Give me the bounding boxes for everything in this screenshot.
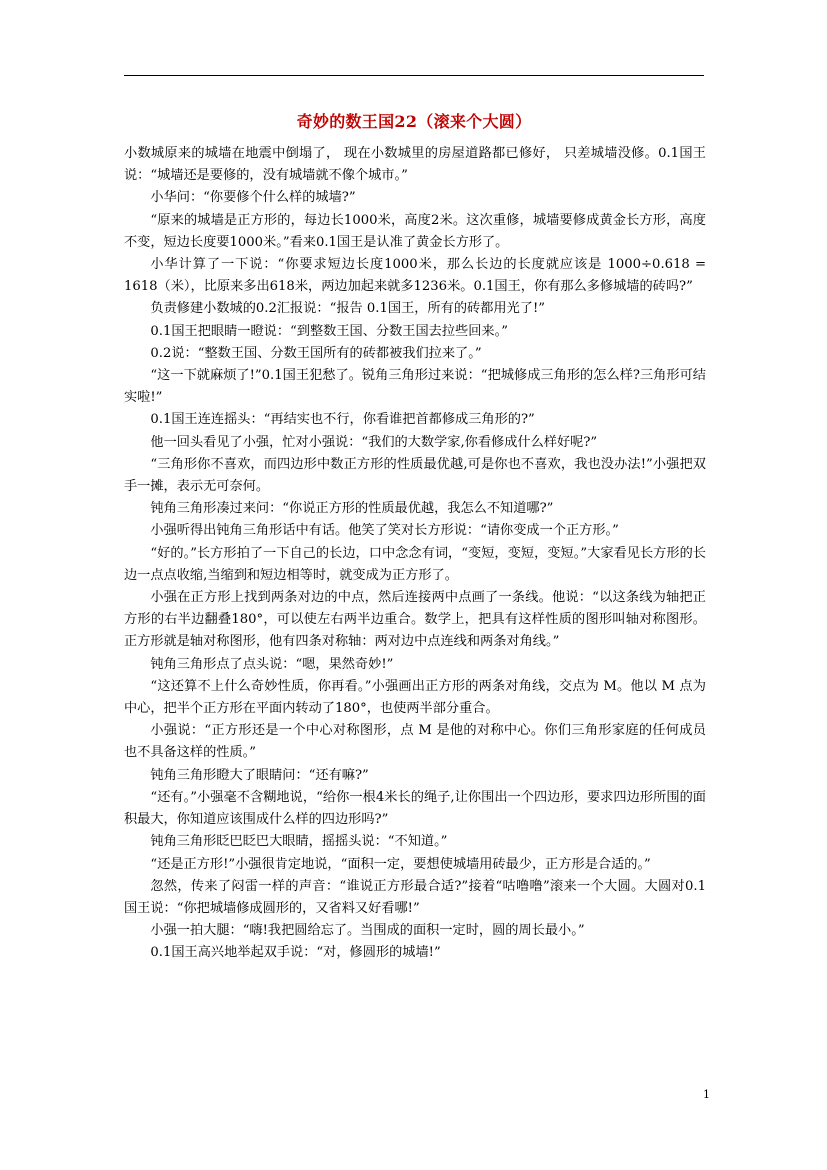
page-number: 1 [703, 1088, 710, 1101]
paragraph: 他一回头看见了小强，忙对小强说：“我们的大数学家,你看修成什么样好呢?” [150, 434, 598, 450]
paragraph: 0.2说：“整数王国、分数王国所有的砖都被我们拉来了。” [150, 345, 482, 361]
document-title: 奇妙的数王国22（滚来个大圆） [296, 112, 532, 131]
paragraph: 忽然，传来了闷雷一样的声音：“谁说正方形最合适?”接着“咕噜噜”滚来一个大圆。大圆对0.1国王说：“你把城墙修成圆形的，又省料又好看哪!” [124, 878, 706, 916]
paragraph: 0.1国王连连摇头：“再结实也不行，你看谁把首都修成三角形的?” [150, 412, 535, 428]
paragraph: “还有。”小强毫不含糊地说，“给你一根4米长的绳子,让你围出一个四边形，要求四边形所围的面积最大，你知道应该围成什么样的四边形吗?” [124, 789, 706, 828]
paragraph: “原来的城墙是正方形的，每边长1000米，高度2米。这次重修，城墙要修成黄金长方形，高度不变，短边长度要1000米。”看来0.1国王是认准了黄金长方形了。 [124, 212, 706, 250]
paragraph: 小强说：“正方形还是一个中心对称图形，点 M 是他的对称中心。你们三角形家庭的任何成员也不具备这样的性质。” [124, 723, 706, 761]
paragraph: “好的。”长方形拍了一下自己的长边，口中念念有词，“变短，变短，变短。”大家看见长方形的长边一点点收缩,当缩到和短边相等时，就变成为正方形了。 [124, 545, 706, 583]
paragraph: “三角形你不喜欢，而四边形中数正方形的性质最优越,可是你也不喜欢，我也没办法!”小强把双手一摊，表示无可奈何。 [124, 456, 706, 495]
paragraph: 0.1国王高兴地举起双手说：“对，修圆形的城墙!” [150, 945, 441, 961]
paragraph: 0.1国王把眼睛一瞪说：“到整数王国、分数王国去拉些回来。” [150, 323, 508, 339]
paragraph: 小华计算了一下说：“你要求短边长度1000米，那么长边的长度就应该是 1000÷0.618 = 1618（米），比原来多出618米，两边加起来就多1236米。0.1国王，你有那么多修城墙的砖吗?” [124, 257, 706, 295]
header-rule [124, 75, 704, 76]
paragraph: 钝角三角形眨巴眨巴大眼睛，摇摇头说：“不知道。” [150, 834, 448, 850]
paragraph: “这一下就麻烦了!”0.1国王犯愁了。锐角三角形过来说：“把城修成三角形的怎么样?三角形可结实啦!” [124, 368, 706, 406]
paragraph: “这还算不上什么奇妙性质，你再看。”小强画出正方形的两条对角线，交点为 M。他以 M 点为中心，把半个正方形在平面内转动了180°，也使两半部分重合。 [124, 678, 706, 717]
paragraph: 钝角三角形凑过来问：“你说正方形的性质最优越，我怎么不知道哪?” [150, 501, 554, 517]
paragraph: “还是正方形!”小强很肯定地说，“面积一定，要想使城墙用砖最少，正方形是合适的。” [150, 856, 651, 872]
paragraph: 小数城原来的城墙在地震中倒塌了， 现在小数城里的房屋道路都已修好， 只差城墙没修。0.1国王说：“城墙还是要修的，没有城墙就不像个城市。” [124, 146, 706, 184]
paragraph: 小华问：“你要修个什么样的城墙?” [150, 190, 356, 206]
document-body [124, 143, 706, 965]
paragraph: 钝角三角形瞪大了眼睛问：“还有嘛?” [150, 767, 369, 783]
paragraph: 钝角三角形点了点头说：“嗯，果然奇妙!” [150, 656, 394, 672]
paragraph: 小强一拍大腿：“嗨!我把圆给忘了。当围成的面积一定时，圆的周长最小。” [150, 923, 585, 939]
paragraph: 小强在正方形上找到两条对边的中点，然后连接两中点画了一条线。他说：“以这条线为轴把正方形的右半边翻叠180°，可以使左右两半边重合。数学上，把具有这样性质的图形叫轴对称图形。正方形就是轴对称图形，他有四条对称轴：两对边中点连线和两条对角线。” [124, 590, 706, 650]
paragraph: 负责修建小数城的0.2汇报说：“报告 0.1国王，所有的砖都用光了!” [150, 301, 545, 317]
paragraph: 小强听得出钝角三角形话中有话。他笑了笑对长方形说：“请你变成一个正方形。” [150, 523, 619, 539]
